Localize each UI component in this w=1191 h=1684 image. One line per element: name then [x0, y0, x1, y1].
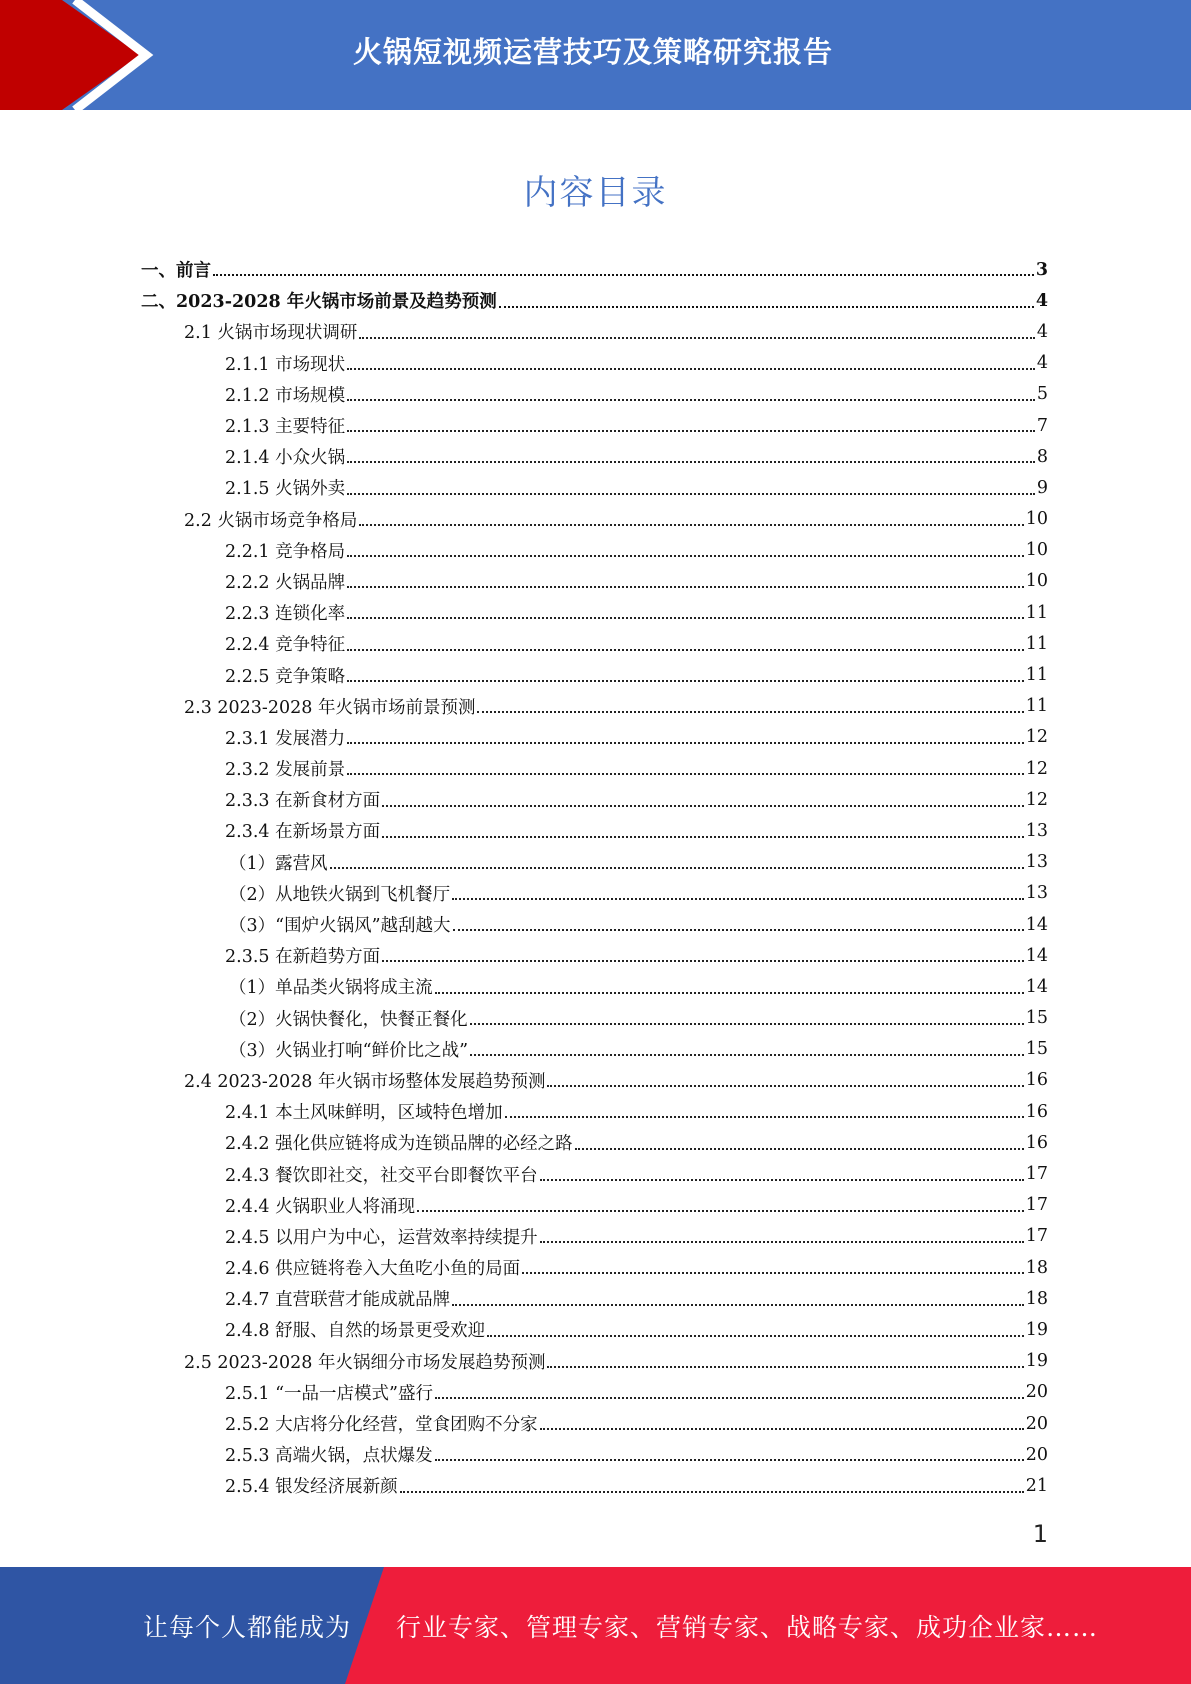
toc-entry-page: 19: [1025, 1351, 1048, 1372]
toc-dot-leader: [499, 288, 1034, 308]
toc-entry-page: 18: [1025, 1288, 1048, 1309]
toc-dot-leader: [470, 1005, 1024, 1025]
toc-entry[interactable]: [141, 753, 1048, 784]
toc-entry-page: 12: [1025, 789, 1048, 810]
toc-entry-page: 4: [1036, 353, 1048, 374]
toc-entry-title: 2.4.8 舒服、自然的场景更受欢迎: [225, 1321, 486, 1342]
toc-entry-page: 5: [1036, 384, 1048, 405]
toc-entry-page: 11: [1025, 665, 1048, 686]
toc-entry-title: （1）单品类火锅将成主流: [229, 978, 433, 999]
toc-dot-leader: [359, 506, 1023, 526]
toc-dot-leader: [505, 1099, 1024, 1119]
header-title: 火锅短视频运营技巧及策略研究报告: [352, 34, 833, 69]
toc-dot-leader: [213, 257, 1034, 277]
toc-entry-page: 12: [1025, 758, 1048, 779]
toc-entry[interactable]: [141, 1377, 1048, 1408]
toc-entry-page: 15: [1025, 1008, 1048, 1029]
toc-entry-page: 4: [1035, 290, 1048, 311]
toc-entry-page: 14: [1025, 945, 1048, 966]
toc-entry-page: 16: [1025, 1101, 1048, 1122]
toc-entry-title: 2.3.3 在新食材方面: [225, 791, 381, 812]
toc-entry[interactable]: [141, 1158, 1048, 1189]
toc-dot-leader: [575, 1130, 1024, 1150]
toc-entry[interactable]: [141, 441, 1048, 472]
toc-entry-page: 13: [1025, 820, 1048, 841]
toc-entry-title: 2.2.1 竞争格局: [225, 541, 346, 562]
toc-entry-page: 16: [1025, 1132, 1048, 1153]
toc-entry[interactable]: [141, 784, 1048, 815]
toc-entry-title: 2.3.5 在新趋势方面: [225, 947, 381, 968]
toc-dot-leader: [477, 693, 1023, 713]
toc-entry-page: 10: [1025, 540, 1048, 561]
toc-entry[interactable]: [141, 472, 1048, 503]
toc-entry-title: 2.4.7 直营联营才能成就品牌: [225, 1290, 451, 1311]
toc-entry[interactable]: [141, 1283, 1048, 1314]
toc-entry-title: （2）火锅快餐化，快餐正餐化: [229, 1009, 468, 1030]
toc-entry-page: 13: [1025, 852, 1048, 873]
toc-dot-leader: [359, 319, 1034, 339]
toc-entry-page: 15: [1025, 1039, 1048, 1060]
toc-entry-title: 2.5.1 “一品一店模式”盛行: [225, 1383, 433, 1404]
toc-dot-leader: [382, 787, 1024, 807]
toc-entry[interactable]: [141, 659, 1048, 690]
page-number: 1: [1032, 1520, 1048, 1548]
toc-entry-page: 12: [1025, 727, 1048, 748]
toc-entry-title: 2.4.4 火锅职业人将涌现: [225, 1196, 416, 1217]
toc-entry[interactable]: [141, 815, 1048, 846]
toc-dot-leader: [453, 912, 1024, 932]
toc-entry[interactable]: [141, 1470, 1048, 1501]
toc-entry[interactable]: [141, 1221, 1048, 1252]
toc-entry-title: 2.5.4 银发经济展新颜: [225, 1477, 398, 1498]
toc-entry-title: 2.4.1 本土风味鲜明，区域特色增加: [225, 1103, 503, 1124]
toc-dot-leader: [347, 600, 1024, 620]
toc-entry-page: 10: [1025, 509, 1048, 530]
toc-entry[interactable]: [141, 1003, 1048, 1034]
toc-dot-leader: [347, 444, 1035, 464]
toc-entry[interactable]: [141, 254, 1048, 285]
toc-entry-title: 2.2.2 火锅品牌: [225, 572, 346, 593]
toc-entry-title: 二、2023-2028 年火锅市场前景及趋势预测: [141, 292, 497, 313]
toc-entry[interactable]: [141, 1346, 1048, 1377]
toc-entry-title: 2.2.5 竞争策略: [225, 666, 346, 687]
toc-entry-title: 2.4 2023-2028 年火锅市场整体发展趋势预测: [184, 1071, 546, 1092]
toc-entry-title: 2.1.2 市场规模: [225, 385, 346, 406]
toc-entry[interactable]: [141, 1065, 1048, 1096]
toc-entry[interactable]: [141, 878, 1048, 909]
toc-entry[interactable]: [141, 847, 1048, 878]
toc-dot-leader: [470, 1037, 1024, 1057]
toc-entry-title: 2.2 火锅市场竞争格局: [184, 510, 358, 531]
toc-entry-title: 2.2.3 连锁化率: [225, 604, 346, 625]
toc-entry-page: 7: [1036, 415, 1048, 436]
toc-entry[interactable]: [141, 628, 1048, 659]
toc-dot-leader: [452, 881, 1024, 901]
toc-dot-leader: [347, 662, 1024, 682]
toc-dot-leader: [417, 1192, 1024, 1212]
toc-heading: 内容目录: [523, 173, 668, 213]
toc-entry[interactable]: [141, 566, 1048, 597]
toc-entry-title: 2.5 2023-2028 年火锅细分市场发展趋势预测: [184, 1352, 546, 1373]
toc-entry[interactable]: [141, 316, 1048, 347]
toc-dot-leader: [347, 756, 1024, 776]
toc-entry-page: 20: [1025, 1413, 1048, 1434]
toc-dot-leader: [547, 1068, 1023, 1088]
toc-entry[interactable]: [141, 722, 1048, 753]
toc-entry-title: 2.1.1 市场现状: [225, 354, 346, 375]
toc-dot-leader: [540, 1411, 1024, 1431]
toc-entry[interactable]: [141, 1408, 1048, 1439]
toc-entry-page: 8: [1036, 446, 1048, 467]
toc-dot-leader: [347, 413, 1035, 433]
toc-entry[interactable]: [141, 1252, 1048, 1283]
toc-dot-leader: [347, 725, 1024, 745]
toc-entry-title: （3）火锅业打响“鲜价比之战”: [229, 1040, 469, 1061]
toc-entry[interactable]: [141, 285, 1048, 316]
toc-entry-page: 14: [1025, 914, 1048, 935]
toc-dot-leader: [347, 538, 1024, 558]
toc-entry-title: 2.3.2 发展前景: [225, 760, 346, 781]
table-of-contents: [141, 254, 1048, 1502]
toc-entry[interactable]: [141, 691, 1048, 722]
toc-entry[interactable]: [141, 1127, 1048, 1158]
toc-entry-title: 2.1.4 小众火锅: [225, 448, 346, 469]
toc-dot-leader: [400, 1473, 1024, 1493]
toc-entry-page: 11: [1025, 696, 1048, 717]
toc-entry-title: （3）“围炉火锅风”越刮越大: [229, 916, 451, 937]
toc-entry[interactable]: [141, 535, 1048, 566]
toc-dot-leader: [487, 1317, 1024, 1337]
footer-slogan-left: 让每个人都能成为: [143, 1612, 352, 1642]
toc-dot-leader: [435, 1442, 1024, 1462]
toc-entry-page: 14: [1025, 976, 1048, 997]
toc-entry-page: 16: [1025, 1070, 1048, 1091]
header-band: [0, 0, 1191, 110]
toc-entry[interactable]: [141, 1096, 1048, 1127]
toc-entry-page: 17: [1025, 1195, 1048, 1216]
toc-entry-page: 4: [1036, 321, 1048, 342]
toc-entry-title: 2.3.4 在新场景方面: [225, 822, 381, 843]
toc-entry-page: 11: [1025, 602, 1048, 623]
toc-dot-leader: [435, 1380, 1024, 1400]
toc-dot-leader: [452, 1286, 1024, 1306]
toc-entry-page: 17: [1025, 1226, 1048, 1247]
toc-entry-title: 2.3.1 发展潜力: [225, 728, 346, 749]
toc-entry-title: 2.4.2 强化供应链将成为连锁品牌的必经之路: [225, 1134, 573, 1155]
header-title-wrap: [200, 0, 1191, 100]
toc-entry-title: 2.5.3 高端火锅，点状爆发: [225, 1446, 433, 1467]
toc-entry-page: 20: [1025, 1382, 1048, 1403]
toc-entry-title: （1）露营风: [229, 853, 328, 874]
toc-entry-page: 17: [1025, 1164, 1048, 1185]
toc-entry[interactable]: [141, 909, 1048, 940]
toc-entry-page: 11: [1025, 633, 1048, 654]
toc-entry-title: （2）从地铁火锅到飞机餐厅: [229, 884, 451, 905]
toc-entry-page: 20: [1025, 1444, 1048, 1465]
footer-band: [0, 1567, 1191, 1684]
toc-dot-leader: [347, 382, 1035, 402]
toc-entry-page: 21: [1025, 1475, 1048, 1496]
toc-dot-leader: [540, 1161, 1024, 1181]
toc-entry[interactable]: [141, 1034, 1048, 1065]
toc-entry-title: 2.4.3 餐饮即社交，社交平台即餐饮平台: [225, 1165, 538, 1186]
toc-entry[interactable]: [141, 940, 1048, 971]
toc-dot-leader: [547, 1348, 1023, 1368]
toc-entry[interactable]: [141, 1439, 1048, 1470]
toc-dot-leader: [435, 974, 1024, 994]
toc-entry-title: 2.1 火锅市场现状调研: [184, 323, 358, 344]
toc-entry-title: 2.3 2023-2028 年火锅市场前景预测: [184, 697, 476, 718]
toc-entry-page: 13: [1025, 883, 1048, 904]
toc-entry[interactable]: [141, 379, 1048, 410]
toc-entry-page: 10: [1025, 571, 1048, 592]
toc-entry-title: 2.4.5 以用户为中心，运营效率持续提升: [225, 1227, 538, 1248]
toc-entry-title: 2.1.3 主要特征: [225, 417, 346, 438]
toc-entry[interactable]: [141, 597, 1048, 628]
toc-entry[interactable]: [141, 410, 1048, 441]
toc-entry-title: 2.1.5 火锅外卖: [225, 479, 346, 500]
toc-dot-leader: [522, 1255, 1024, 1275]
toc-entry[interactable]: [141, 504, 1048, 535]
toc-dot-leader: [347, 475, 1035, 495]
toc-entry-title: 2.4.6 供应链将卷入大鱼吃小鱼的局面: [225, 1259, 521, 1280]
toc-entry-page: 19: [1025, 1319, 1048, 1340]
toc-dot-leader: [347, 569, 1024, 589]
toc-entry[interactable]: [141, 348, 1048, 379]
toc-dot-leader: [540, 1224, 1024, 1244]
toc-entry[interactable]: [141, 1314, 1048, 1345]
toc-entry-title: 一、前言: [141, 261, 211, 282]
toc-entry-title: 2.2.4 竞争特征: [225, 635, 346, 656]
toc-dot-leader: [382, 943, 1024, 963]
toc-dot-leader: [347, 631, 1024, 651]
toc-entry-page: 9: [1036, 477, 1048, 498]
toc-dot-leader: [382, 818, 1024, 838]
toc-dot-leader: [347, 350, 1035, 370]
toc-entry[interactable]: [141, 971, 1048, 1002]
toc-entry-page: 18: [1025, 1257, 1048, 1278]
toc-entry[interactable]: [141, 1190, 1048, 1221]
toc-entry-page: 3: [1035, 259, 1048, 280]
header-red-arrow: [0, 0, 140, 110]
toc-entry-title: 2.5.2 大店将分化经营，堂食团购不分家: [225, 1415, 538, 1436]
footer-slogan-right: 行业专家、管理专家、营销专家、战略专家、成功企业家……: [396, 1612, 1099, 1642]
toc-dot-leader: [330, 849, 1024, 869]
